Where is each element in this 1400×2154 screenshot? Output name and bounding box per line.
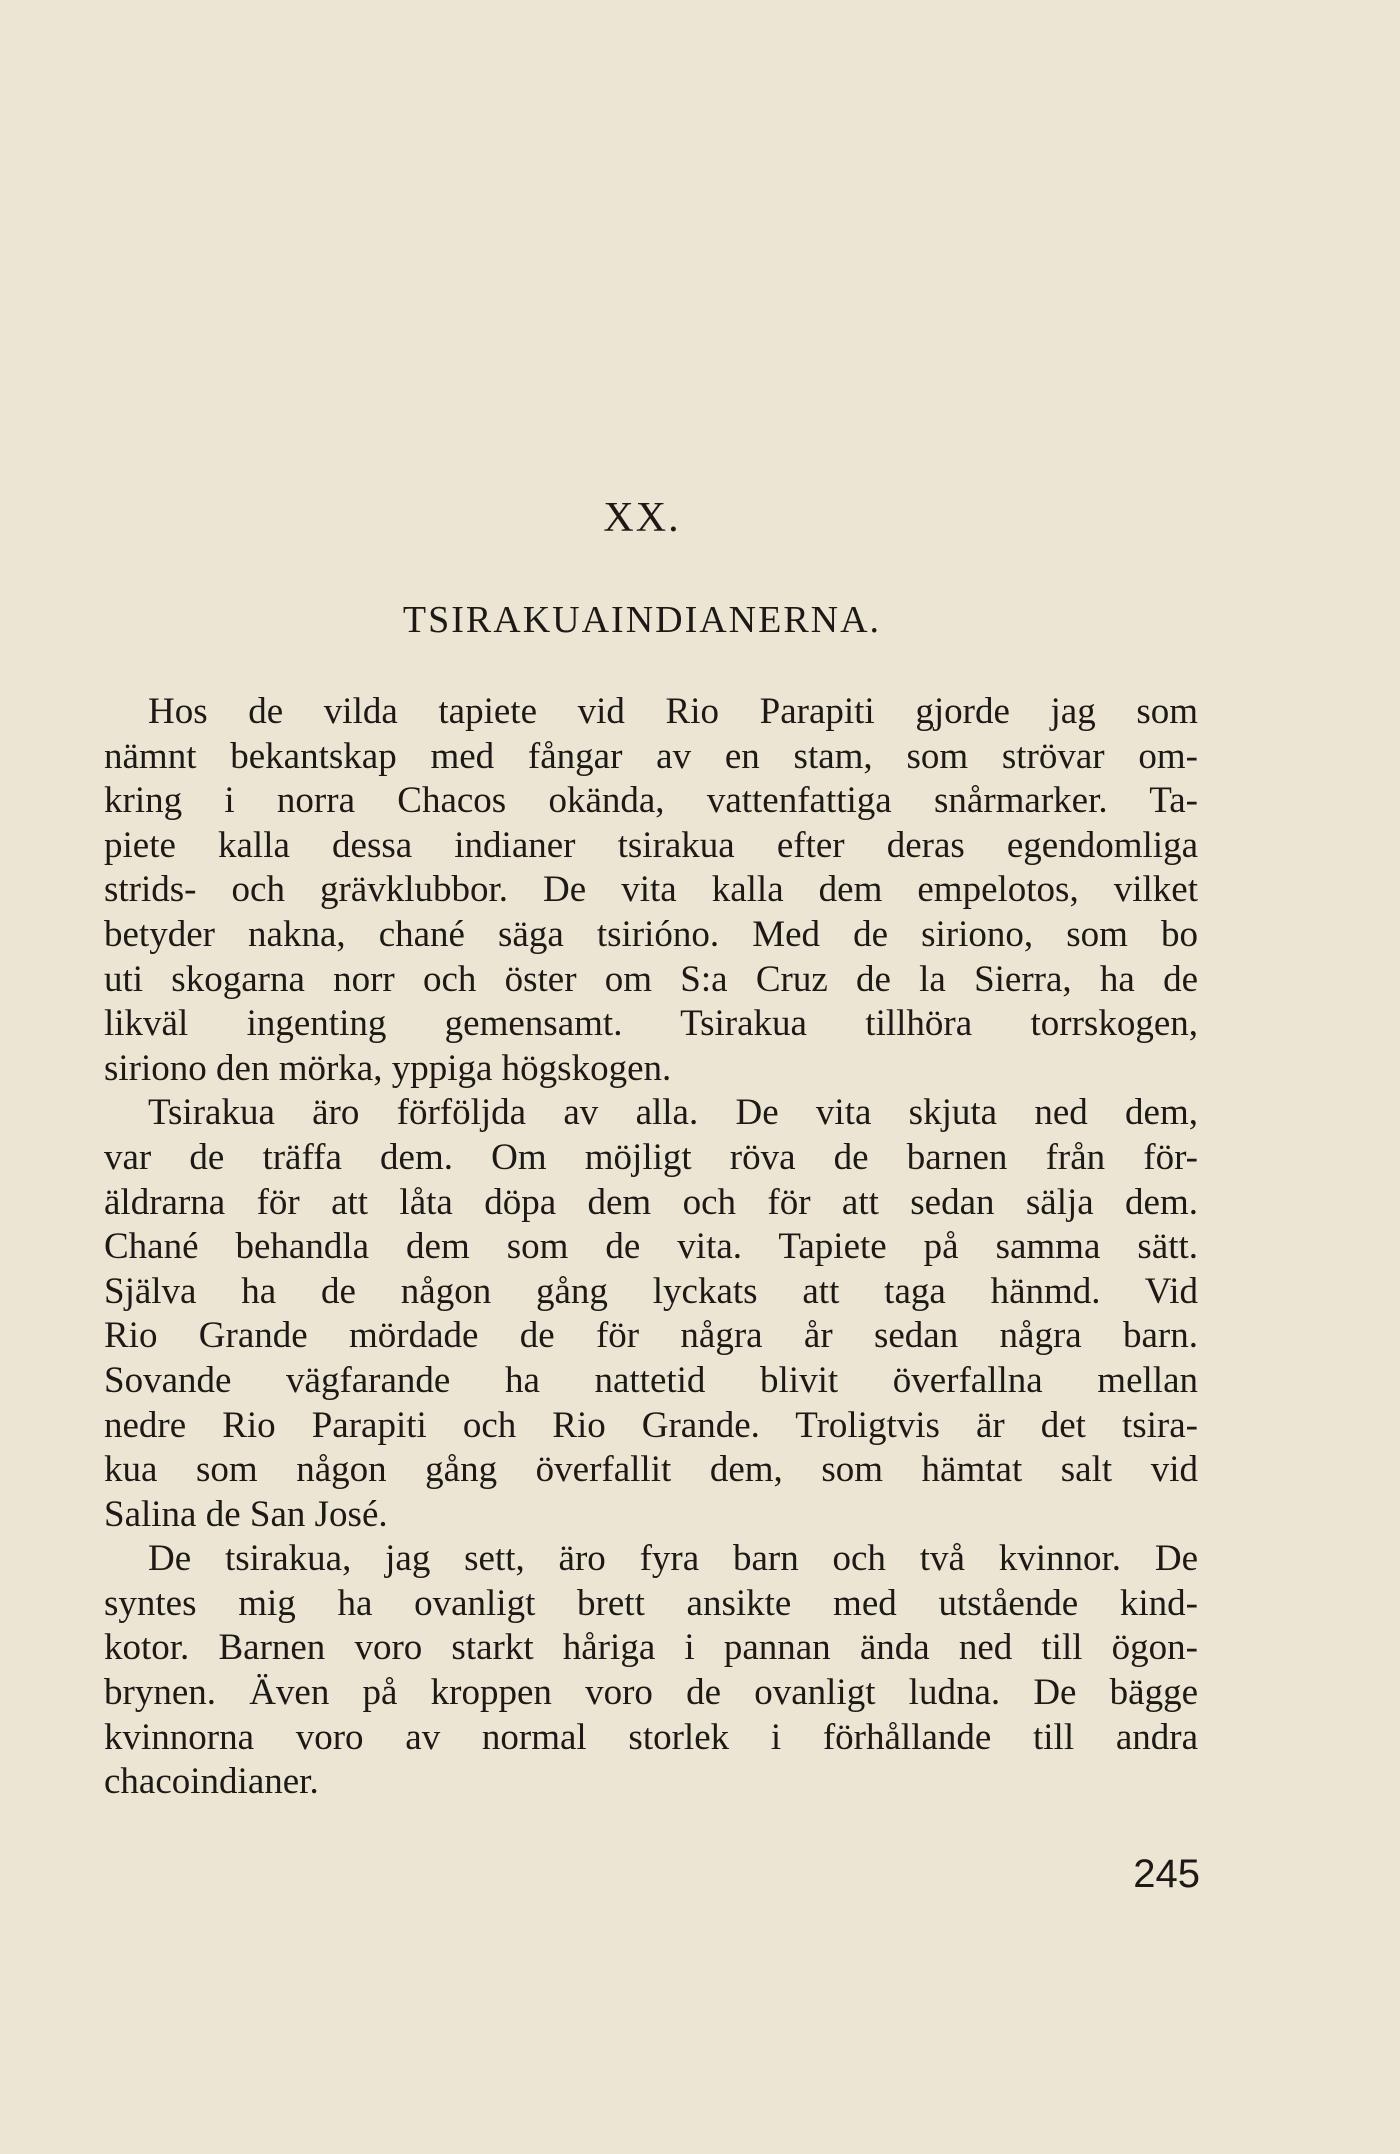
chapter-title: TSIRAKUAINDIANERNA. [402,599,882,641]
text-line: kvinnorna voro av normal storlek i förhållande till andra [104,1716,1198,1758]
chapter-number: XX. [603,495,681,541]
text-line: Salina de San José. [104,1493,388,1535]
text-line: nedre Rio Parapiti och Rio Grande. Troligtvis är det tsira- [104,1404,1198,1446]
text-line: piete kalla dessa indianer tsirakua efter deras egendomliga [104,824,1198,866]
text-line: Själva ha de någon gång lyckats att taga hänmd. Vid [104,1270,1198,1312]
text-line: Hos de vilda tapiete vid Rio Parapiti gjorde jag som [148,691,1198,732]
text-line: strids- och grävklubbor. De vita kalla dem empelotos, vilket [104,869,1198,911]
text-line: uti skogarna norr och öster om S:a Cruz de la Sierra, ha de [104,958,1198,1000]
paragraph [104,1537,1198,1805]
text-line: kotor. Barnen voro starkt håriga i pannan ända ned till ögon- [104,1627,1198,1669]
text-line: kua som någon gång överfallit dem, som hämtat salt vid [104,1449,1198,1491]
text-line: syntes mig ha ovanligt brett ansikte med utstående kind- [104,1582,1198,1624]
text-line: betyder nakna, chané säga tsirióno. Med de siriono, som bo [104,913,1198,955]
text-line: nämnt bekantskap med fångar av en stam, som strövar om- [104,735,1198,777]
page-number: 245 [1133,1852,1200,1896]
text-line: äldrarna för att låta döpa dem och för att sedan sälja dem. [104,1181,1198,1223]
text-line: Sovande vägfarande ha nattetid blivit överfallna mellan [104,1359,1198,1401]
text-line: Tsirakua äro förföljda av alla. De vita skjuta ned dem, [148,1092,1198,1134]
text-line: Rio Grande mördade de för några år sedan några barn. [104,1315,1198,1357]
text-line: siriono den mörka, yppiga högskogen. [104,1047,672,1089]
text-line: De tsirakua, jag sett, äro fyra barn och två kvinnor. De [148,1538,1198,1580]
paragraph [104,1091,1198,1537]
text-line: var de träffa dem. Om möjligt röva de barnen från för- [104,1136,1198,1178]
body-text [104,690,1198,1805]
text-line: brynen. Även på kroppen voro de ovanligt ludna. De bägge [104,1672,1198,1714]
text-line: kring i norra Chacos okända, vattenfattiga snårmarker. Ta- [104,780,1198,822]
text-line: chacoindianer. [104,1761,319,1803]
text-line: likväl ingenting gemensamt. Tsirakua tillhöra torrskogen, [104,1003,1198,1045]
paragraph [104,690,1198,1091]
text-line: Chané behandla dem som de vita. Tapiete på samma sätt. [104,1226,1198,1268]
